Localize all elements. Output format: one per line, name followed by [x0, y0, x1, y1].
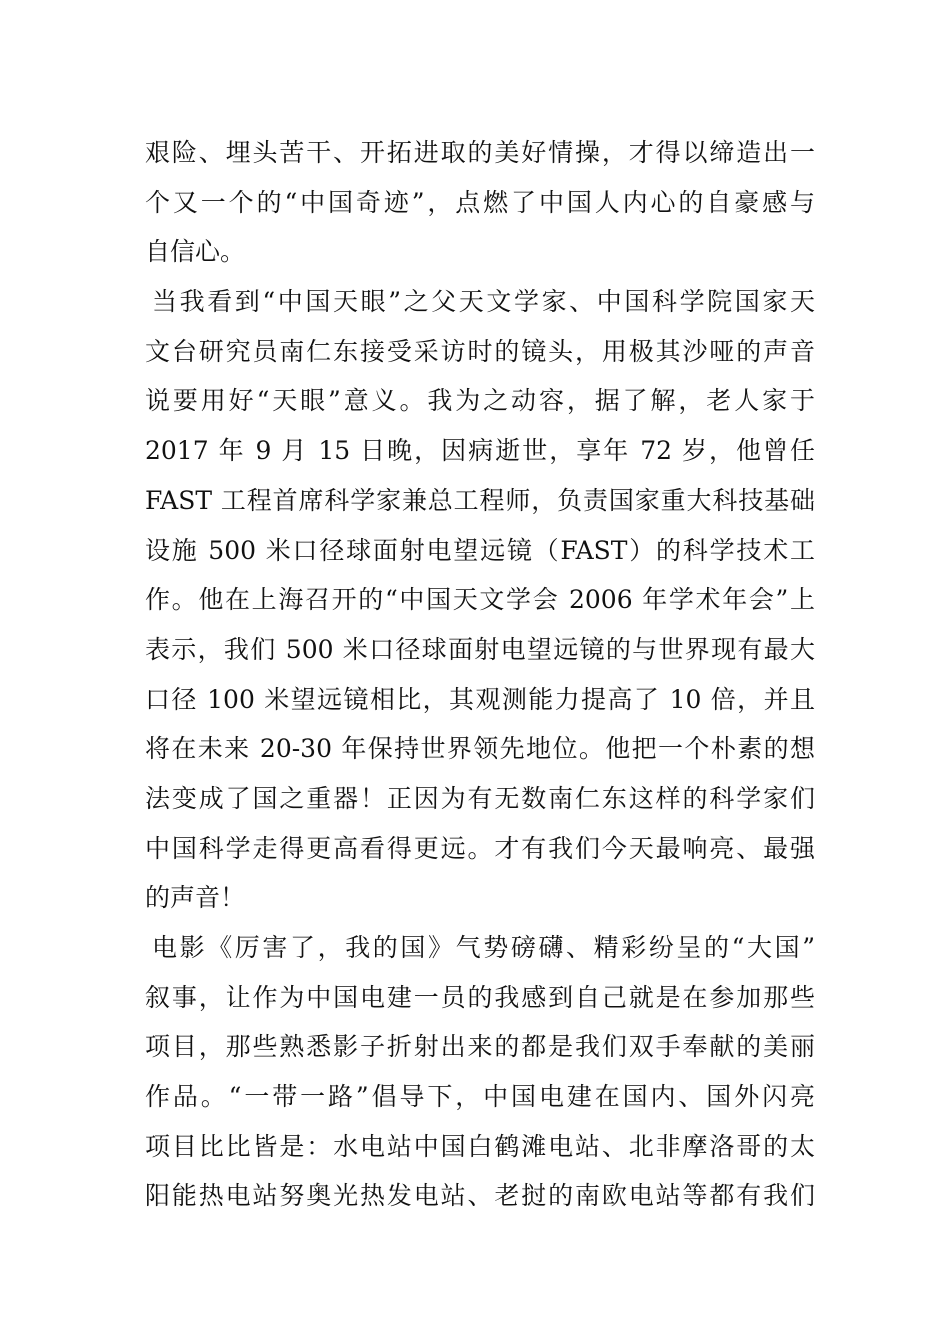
paragraph-line: 阳能热电站努奥光热发电站、老挝的南欧电站等都有我们	[145, 1181, 815, 1211]
paragraph-line: 设施 500 米口径球面射电望远镜（FAST）的科学技术工	[145, 535, 815, 565]
paragraph-line: 艰险、埋头苦干、开拓进取的美好情操，才得以缔造出一	[145, 138, 815, 167]
paragraph-line: 中国科学走得更高看得更远。才有我们今天最响亮、最强	[145, 833, 815, 863]
paragraph-line: 当我看到“中国天眼”之父天文学家、中国科学院国家天	[152, 287, 815, 317]
paragraph-line: 说要用好“天眼”意义。我为之动容，据了解，老人家于	[145, 386, 815, 416]
paragraph-line: 项目比比皆是：水电站中国白鹤滩电站、北非摩洛哥的太	[145, 1131, 815, 1161]
paragraph-line: 个又一个的“中国奇迹”，点燃了中国人内心的自豪感与	[145, 187, 815, 217]
paragraph-line: 表示，我们 500 米口径球面射电望远镜的与世界现有最大	[145, 634, 815, 664]
paragraph-line: 作。他在上海召开的“中国天文学会 2006 年学术年会”上	[145, 585, 815, 615]
paragraph-line: 叙事，让作为中国电建一员的我感到自己就是在参加那些	[145, 982, 815, 1012]
paragraph-2	[145, 277, 815, 923]
paragraph-line: 法变成了国之重器！正因为有无数南仁东这样的科学家们	[145, 783, 815, 813]
paragraph-line: 2017 年 9 月 15 日晚，因病逝世，享年 72 岁，他曾任	[145, 436, 815, 466]
paragraph-line: 的声音！	[145, 883, 246, 913]
paragraph-line: 作品。“一带一路”倡导下，中国电建在国内、国外闪亮	[145, 1082, 815, 1112]
paragraph-line: 项目，那些熟悉影子折射出来的都是我们双手奉献的美丽	[145, 1032, 815, 1062]
paragraph-line: FAST 工程首席科学家兼总工程师，负责国家重大科技基础	[145, 485, 815, 515]
paragraph-3	[145, 923, 815, 1221]
paragraph-line: 文台研究员南仁东接受采访时的镜头，用极其沙哑的声音	[145, 336, 815, 366]
paragraph-line: 将在未来 20-30 年保持世界领先地位。他把一个朴素的想	[145, 734, 815, 764]
paragraph-line: 电影《厉害了，我的国》气势磅礴、精彩纷呈的“大国”	[152, 933, 815, 962]
document-body	[145, 128, 815, 1221]
paragraph-1	[145, 128, 815, 277]
paragraph-line: 口径 100 米望远镜相比，其观测能力提高了 10 倍，并且	[145, 684, 815, 714]
paragraph-line: 自信心。	[145, 237, 246, 267]
